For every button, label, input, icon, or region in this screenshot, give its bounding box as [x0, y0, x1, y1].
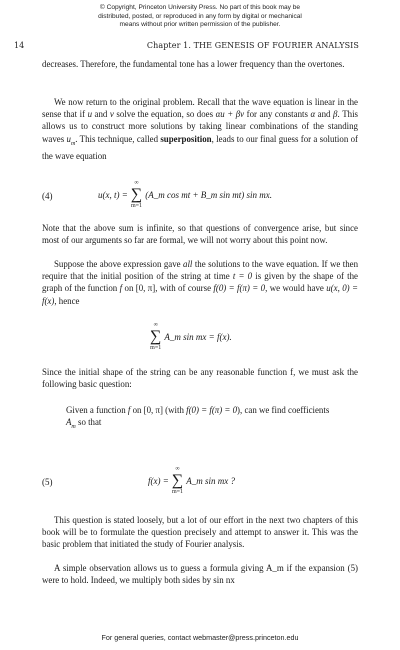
paragraph-note — [42, 222, 358, 246]
copyright-notice — [60, 4, 340, 30]
term-superposition: superposition — [160, 133, 212, 144]
equation-5 — [42, 464, 358, 498]
math-beta: β — [333, 109, 338, 120]
paragraph-question-stated — [42, 514, 358, 551]
text-run: so that — [75, 417, 102, 428]
paragraph-superposition — [42, 96, 358, 162]
text-run: and — [92, 109, 110, 120]
copyright-line-1: © Copyright, Princeton University Press. No part of this book may be — [99, 4, 301, 11]
text-run: , we would have — [265, 283, 327, 294]
paragraph-simple-observation — [42, 562, 358, 586]
text-run: . This technique, called — [75, 133, 161, 144]
text-run: solve the equation, so does — [113, 109, 216, 120]
text-run: is given by the shape of the graph of the function — [42, 271, 358, 294]
summation-symbol — [172, 466, 183, 496]
sigma-glyph: ∑ — [130, 186, 143, 203]
copyright-line-2: distributed, posted, or reproduced in any form by digital or mechanical — [98, 12, 302, 20]
equation-initial — [42, 320, 358, 354]
math-f-boundary: f(0) = f(π) = 0 — [186, 405, 238, 415]
equation-body — [148, 464, 235, 498]
text-run: Suppose the above expression gave — [54, 259, 184, 269]
equation-4 — [42, 178, 358, 212]
math-t0: t = 0 — [232, 271, 253, 282]
emphasis-all: all — [183, 259, 193, 269]
equation-number: (4) — [42, 191, 53, 201]
footer-contact: For general queries, contact webmaster@press.princeton.edu — [101, 633, 299, 642]
math-alpha: α — [310, 109, 316, 120]
question-text — [66, 404, 338, 433]
text-run: on [0, π] (with — [130, 405, 187, 415]
text-run: We now return to the original problem. Recall that the wave equation is linear in the sense that if — [42, 97, 358, 120]
paragraph-text: Note that the above sum is infinite, so that questions of convergence arise, but since most of our arguments so far are formal, we will not worry about this point now. — [42, 223, 358, 246]
math-am-sub: m — [71, 423, 76, 430]
paragraph-text — [42, 96, 358, 162]
text-run: for any constants — [244, 109, 311, 120]
text-run: the solutions to the wave equation. If we then require that the initial position of the string at time — [42, 259, 359, 282]
equation-rhs: A_m sin mx ? — [186, 476, 235, 486]
equation-lhs: f(x) = — [148, 476, 169, 486]
paragraph-text: Since the initial shape of the string can be any reasonable function f, we must ask the following basic question: — [42, 367, 358, 390]
math-um-sub: m — [70, 140, 76, 147]
text-run: . This allows us to construct more solutions by taking linear combinations of the standing waves — [42, 109, 358, 144]
text-run: Given a function — [66, 405, 128, 415]
paragraph-text — [42, 258, 358, 307]
summation-symbol — [131, 180, 142, 210]
math-am-base: A — [66, 417, 72, 428]
text-run: ), can we find coefficients — [237, 405, 330, 415]
math-v: v — [109, 109, 114, 120]
math-linear-combo: αu + βv — [215, 109, 245, 120]
paragraph-text: decreases. Therefore, the fundamental tone has a lower frequency than the overtones. — [42, 59, 345, 69]
math-f-boundary: f(0) = f(π) = 0 — [213, 283, 266, 294]
sum-upper-limit: ∞ — [175, 466, 180, 472]
sum-lower-limit: m=1 — [150, 345, 162, 351]
copyright-line-3: means without prior written permission of the publisher. — [119, 21, 281, 29]
math-um-base: u — [66, 133, 71, 144]
text-run: on [0, π], with of course — [122, 283, 214, 294]
paragraph-decreases — [42, 58, 358, 70]
math-um — [66, 133, 76, 147]
equation-rhs: (A_m cos mt + B_m sin mt) sin mx. — [145, 190, 273, 200]
sum-upper-limit: ∞ — [134, 180, 139, 186]
math-f: f — [119, 283, 123, 294]
sigma-glyph: ∑ — [171, 472, 184, 489]
sum-upper-limit: ∞ — [153, 322, 158, 328]
chapter-title: Chapter 1. THE GENESIS OF FOURIER ANALYSIS — [146, 41, 359, 50]
paragraph-text: A simple observation allows us to guess a formula giving A_m if the expansion (5) were to hold. Indeed, we multiply both sides by sin nx — [42, 563, 358, 586]
question-block — [66, 404, 338, 433]
text-run: , leads to our final guess for a solution of the wave equation — [42, 133, 358, 161]
summation-symbol — [150, 322, 161, 352]
equation-body — [147, 320, 232, 354]
math-ux0: u(x, 0) = f(x) — [42, 283, 358, 306]
math-am — [66, 417, 76, 430]
math-u: u — [87, 109, 93, 120]
equation-body — [98, 178, 272, 212]
sum-lower-limit: m=1 — [130, 203, 143, 209]
sum-lower-limit: m=1 — [171, 489, 184, 495]
equation-number: (5) — [42, 477, 53, 487]
page-number: 14 — [14, 41, 25, 50]
running-head — [14, 41, 359, 53]
text-run: , hence — [54, 295, 80, 306]
sigma-glyph: ∑ — [150, 328, 162, 345]
text-run: and — [315, 109, 334, 120]
paragraph-suppose — [42, 258, 358, 307]
equation-lhs: u(x, t) = — [98, 190, 128, 200]
equation-rhs: A_m sin mx = f(x). — [164, 332, 232, 342]
paragraph-text: This question is stated loosely, but a lot of our effort in the next two chapters of this book will be to formulate the question precisely and attempt to answer it. This was the basic problem that initiated the study of Fourier analysis. — [42, 515, 358, 550]
math-f: f — [127, 405, 131, 415]
paragraph-since — [42, 366, 358, 390]
